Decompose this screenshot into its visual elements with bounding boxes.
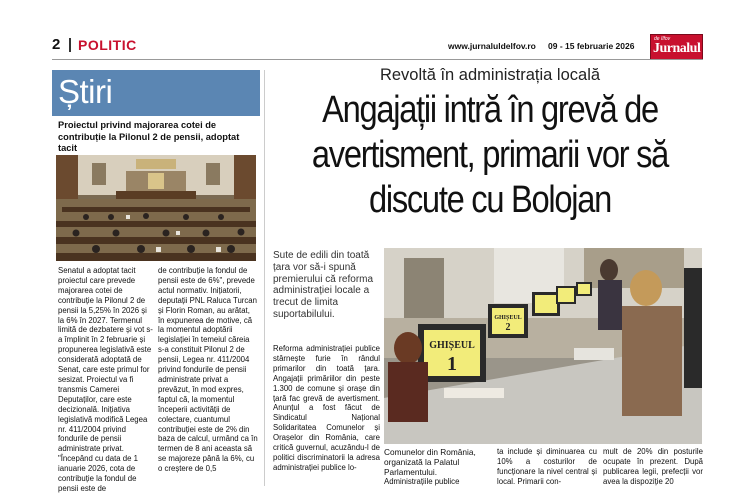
counter-sign-1-number: 1	[447, 353, 457, 375]
site-url[interactable]: www.jurnaluldelfov.ro	[448, 41, 536, 51]
issue-date: 09 - 15 februarie 2026	[548, 41, 635, 51]
header-separator	[69, 38, 71, 52]
counter-sign-2-number: 2	[505, 322, 511, 333]
photo-caption: Comunelor din România, organizată la Palatul Parlamentului.	[384, 447, 476, 477]
news-section-box	[52, 70, 260, 116]
counter-sign-1-label: GHIȘEUL	[429, 340, 475, 351]
logo-subtitle: de Ilfov	[654, 36, 671, 42]
page-number: 2	[52, 36, 61, 53]
column-divider	[264, 70, 265, 486]
article-lead: Sute de edili din toată țara vor să-i spună premierului că reforma administrației locale a trecut de limita suportabilului.	[273, 250, 374, 320]
logo-title: Jurnalul	[653, 41, 701, 56]
page-header	[0, 0, 741, 60]
article-title: Angajații intră în grevă de avertisment, primarii vor să discute cu Bolojan	[311, 89, 669, 221]
article-body-column-4: mult de 20% din posturile ocupate în prezent. După publicarea legii, prefecții vor avea la dispoziție 20	[603, 447, 703, 486]
parliament-photo	[56, 155, 256, 261]
article-kicker: Revoltă în administrația locală	[379, 66, 601, 84]
news-section-title: Știri	[58, 73, 113, 110]
header-divider	[52, 59, 703, 60]
article-body-column-2: Administrațiile publice	[384, 477, 460, 486]
newspaper-logo	[650, 34, 703, 60]
article-body-column-3: ta include și diminuarea cu 10% a costurilor de funcționare la nivel central și local. Primarii con-	[497, 447, 597, 486]
news-body-column-2: de contribuție la fondul de pensii este de 6%", prevede actul normativ. Inițiatorii, deputații PNL Raluca Turcan și Florin Roman, au arătat, în expunerea de motive, că la momentul adoptării legislației în temeiul căreia s-a constituit Pilonul 2 de pensii, Legea nr. 411/2004 privind fondurile de pensii administrate privat a prevăzut, în mod expres, faptul că, la momentul începerii activității de colectare, cuantumul contribuției este de 2% din baza de calcul, urmând ca în termen de 8 ani aceasta să se majoreze până la 6%, cu o creștere de 0,5	[158, 266, 258, 474]
news-body-column-1: Senatul a adoptat tacit proiectul care prevede majorarea cotei de contribuție la Pilonul 2 de pensii la 5,25% în 2026 și la 6% în 2027. Termenul limită de dezbatere și vot s-a împlinit în 2 februarie și propunerea legislativă este considerată adoptată de Senat, care este primul for sesizat. Proiectul va fi transmis Camerei Deputaților, care este decizională. Inițiativa legislativă modifică Legea nr. 411/2004 privind fondurile de pensii administrate privat. "Începând cu data de 1 ianuarie 2026, cota de contribuție la fondul de pensii este de	[58, 266, 153, 493]
counter-sign-2-label: GHIȘEUL	[494, 315, 522, 321]
office-illustration	[384, 248, 702, 444]
section-name: POLITIC	[78, 37, 137, 53]
news-headline: Proiectul privind majorarea cotei de contribuție la Pilonul 2 de pensii, adoptat tacit	[58, 120, 240, 153]
parliament-illustration	[56, 155, 256, 261]
article-body-column-1: Reforma administrației publice stârnește furie în rândul primarilor din toată țara. Angajații primăriilor din peste 1.300 de comune și orașe din țară fac grevă de avertisment. Anunțul a fost făcut de Sindicatul Național Solidaritatea Comunelor și Orașelor din România, care critică guvernul, acuzându-l de politici discriminatorii la adresa administrației publice lo-	[273, 344, 380, 472]
office-photo	[384, 248, 702, 444]
